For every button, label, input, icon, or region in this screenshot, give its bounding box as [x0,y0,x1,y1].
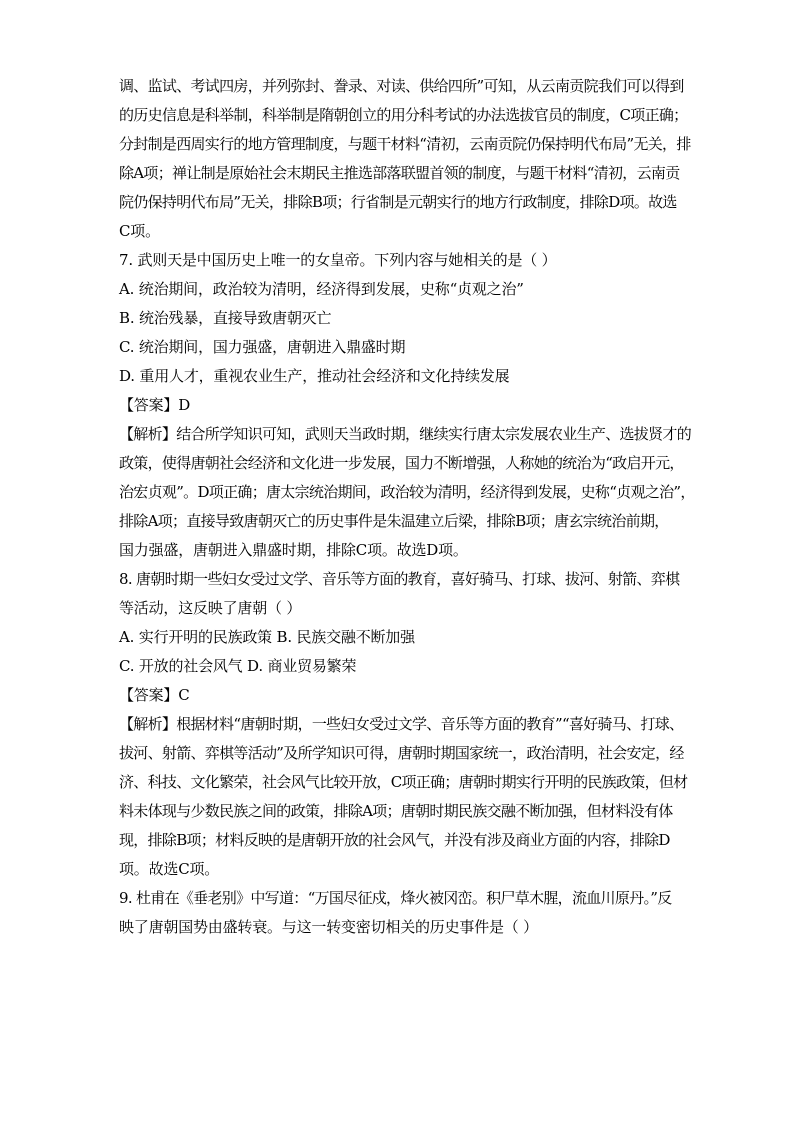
text-line: 分封制是西周实行的地方管理制度，与题干材料“清初，云南贡院仍保持明代布局”无关，排 [119,135,691,153]
explanation-line: 排除A项；直接导致唐朝灭亡的历史事件是朱温建立后梁，排除B项；唐玄宗统治前期， [119,512,669,530]
text-line: 的历史信息是科举制，科举制是隋朝创立的用分科考试的办法选拔官员的制度，C项正确； [119,106,688,124]
explanation-line: 治宏贞观”。D项正确；唐太宗统治期间，政治较为清明，经济得到发展，史称“贞观之治”， [119,483,695,501]
option-c: C. 统治期间，国力强盛，唐朝进入鼎盛时期 [119,338,406,356]
explanation-line: 【解析】结合所学知识可知，武则天当政时期，继续实行唐太宗发展农业生产、选拔贤才的 [119,425,692,443]
page-content [119,72,695,942]
prev-explanation [119,72,691,246]
answer: 【答案】C [119,686,190,704]
question-stem: 8. 唐朝时期一些妇女受过文学、音乐等方面的教育，喜好骑马、打球、拔河、射箭、弈棋 [119,570,680,588]
option-b: B. 统治残暴，直接导致唐朝灭亡 [119,309,332,327]
question-8 [119,565,688,884]
question-stem: 9. 杜甫在《垂老别》中写道：“万国尽征戍，烽火被冈峦。积尸草木腥，流血川原丹。”反 [119,889,672,907]
explanation-line: 国力强盛，唐朝进入鼎盛时期，排除C项。故选D项。 [119,541,468,559]
explanation-line: 济、科技、文化繁荣，社会风气比较开放，C项正确；唐朝时期实行开明的民族政策，但材 [119,773,688,791]
options-row: A. 实行开明的民族政策 B. 民族交融不断加强 [119,628,415,646]
text-line: C项。 [119,222,160,240]
text-line: 调、监试、考试四房，并列弥封、誊录、对读、供给四所”可知，从云南贡院我们可以得到 [119,77,684,95]
explanation-line: 项。故选C项。 [119,860,220,878]
option-d: D. 重用人才，重视农业生产，推动社会经济和文化持续发展 [119,367,510,385]
text-line: 除A项；禅让制是原始社会末期民主推选部落联盟首领的制度，与题干材料“清初，云南贡 [119,164,680,182]
options-row: C. 开放的社会风气 D. 商业贸易繁荣 [119,657,357,675]
explanation-line: 【解析】根据材料“唐朝时期，一些妇女受过文学、音乐等方面的教育”“喜好骑马、打球、 [119,715,684,733]
question-7 [119,246,695,565]
explanation-line: 料未体现与少数民族之间的政策，排除A项；唐朝时期民族交融不断加强，但材料没有体 [119,802,673,820]
answer: 【答案】D [119,396,191,414]
question-stem: 7. 武则天是中国历史上唯一的女皇帝。下列内容与她相关的是（ ） [119,251,557,269]
option-a: A. 统治期间，政治较为清明，经济得到发展，史称“贞观之治” [119,280,524,298]
question-stem: 等活动，这反映了唐朝（ ） [119,599,302,617]
explanation-line: 拔河、射箭、弈棋等活动”及所学知识可得，唐朝时期国家统一，政治清明，社会安定，经 [119,744,684,762]
explanation-line: 政策，使得唐朝社会经济和文化进一步发展，国力不断增强，人称她的统治为“政启开元， [119,454,684,472]
text-line: 院仍保持明代布局”无关，排除B项；行省制是元朝实行的地方行政制度，排除D项。故选 [119,193,677,211]
question-9 [119,884,679,942]
question-stem: 映了唐朝国势由盛转衰。与这一转变密切相关的历史事件是（ ） [119,918,538,936]
explanation-line: 现，排除B项；材料反映的是唐朝开放的社会风气，并没有涉及商业方面的内容，排除D [119,831,670,849]
